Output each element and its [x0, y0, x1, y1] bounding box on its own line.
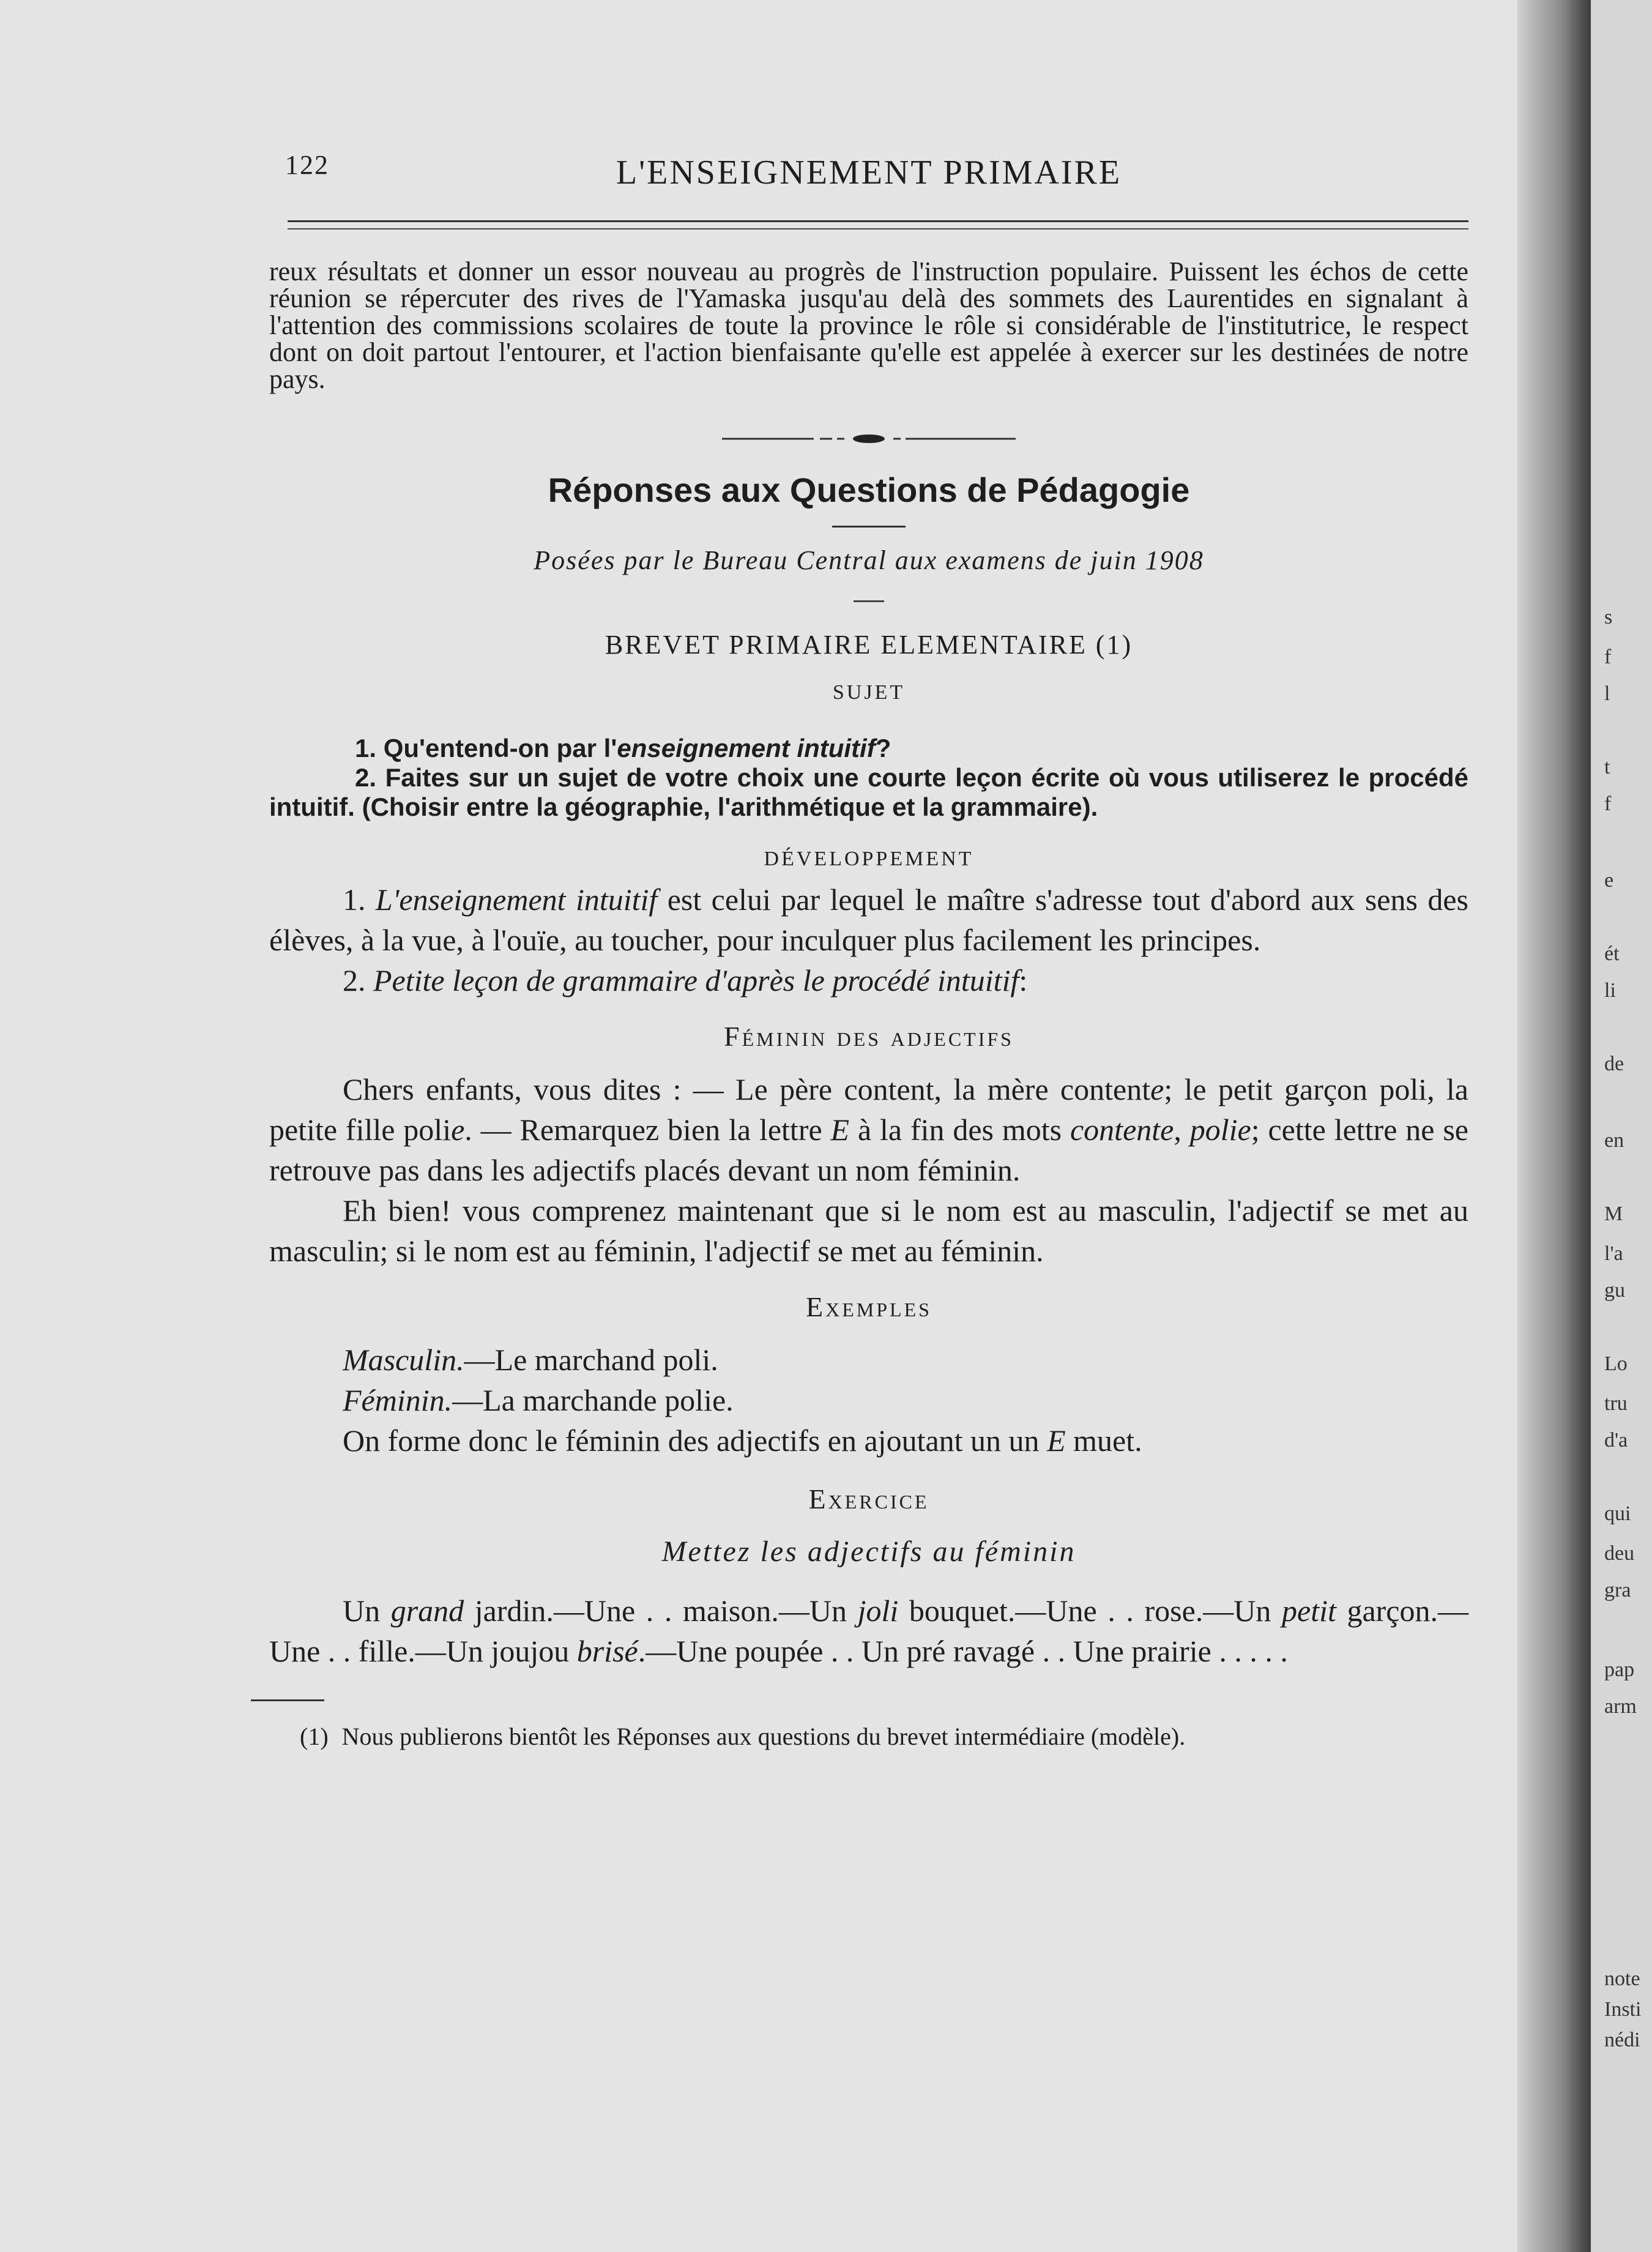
sujet-label: SUJET: [832, 681, 906, 704]
examples-heading: Exemples: [806, 1291, 932, 1322]
example-masculine-text: —Le marchand poli.: [464, 1343, 718, 1377]
adjacent-page-fragment: Lo: [1604, 1352, 1628, 1375]
lesson-body: [269, 879, 1468, 1671]
intro-paragraph: reux résultats et donner un essor nouveau au progrès de l'instruction populaire. Puissent les échos de cette réunion se répercuter des rives de l'Yamaska jusqu'au delà des sommets des Laurentides en signalant à l'attention des commissions scolaires de toute la province le rôle si considérable de l'institutrice, le respect dont on doit partout l'entourer, et l'action bienfaisante qu'elle est appelée à exercer sur les destinées de notre pays.: [269, 256, 1468, 394]
question-1-number: 1.: [355, 734, 377, 762]
question-1-end: ?: [875, 734, 891, 762]
lesson-heading: Féminin des adjectifs: [724, 1021, 1014, 1052]
examples-list: [269, 1340, 1468, 1461]
lesson-text: ; le petit garçon poli, la petite fille poli: [269, 1072, 1468, 1147]
adjacent-page-fragment: t: [1604, 756, 1610, 778]
exercise-heading: Exercice: [808, 1483, 929, 1515]
adjacent-page-fragment: gu: [1604, 1279, 1625, 1302]
adjacent-page-fragment: ét: [1604, 942, 1620, 965]
point-2-emphasis: Petite leçon de grammaire d'après le procédé intuitif: [373, 963, 1019, 997]
exercise-segment: .—Une poupée . . Un pré ravagé . . Une prairie . . . . .: [638, 1634, 1288, 1668]
question-1-text: Qu'entend-on par l': [383, 734, 617, 762]
example-rule-emphasis: E: [1047, 1423, 1066, 1458]
exercise-adjective: brisé: [576, 1634, 638, 1668]
footnote: [269, 1722, 1468, 1751]
lesson-text: ; cette lettre ne se retrouve pas dans les adjectifs placés devant un nom féminin.: [269, 1113, 1468, 1187]
adjacent-page-fragment: d'a: [1604, 1429, 1628, 1452]
development-point-2: [269, 960, 1468, 1001]
exercise-adjective: petit: [1282, 1594, 1336, 1628]
subtitle-rule: [854, 600, 884, 602]
question-2: [269, 763, 1468, 822]
point-2-number: 2.: [343, 963, 366, 997]
adjacent-page-fragment: gra: [1604, 1579, 1631, 1601]
example-feminine-text: —La marchande polie.: [452, 1383, 734, 1417]
page-number: 122: [285, 150, 329, 180]
header-rule: [288, 220, 1468, 229]
exercise-text: [269, 1590, 1468, 1671]
running-title: L'ENSEIGNEMENT PRIMAIRE: [616, 154, 1122, 192]
point-1-emphasis: L'enseignement intuitif: [375, 882, 658, 917]
question-1-emphasis: enseignement intuitif: [617, 734, 876, 762]
adjacent-page-fragment: pap: [1604, 1658, 1635, 1681]
adjacent-page-fragment: M: [1604, 1202, 1623, 1225]
example-rule-text: muet.: [1065, 1423, 1142, 1458]
adjacent-page-fragment: en: [1604, 1129, 1624, 1152]
exercise-adjective: joli: [857, 1594, 899, 1628]
section-subtitle: Posées par le Bureau Central aux examens de juin 1908: [534, 545, 1204, 575]
lesson-emphasis: e: [1150, 1072, 1164, 1106]
exercise-instruction: Mettez les adjectifs au féminin: [661, 1535, 1076, 1568]
example-masculine: [269, 1340, 1468, 1380]
lesson-text: Chers enfants, vous dites : — Le père content, la mère content: [343, 1072, 1151, 1106]
adjacent-page-edge: [1591, 0, 1652, 2252]
footnote-rule: [251, 1699, 324, 1701]
lesson-text: à la fin des mots: [849, 1113, 1070, 1147]
page-content: [269, 135, 1468, 1751]
exercise-segment: jardin.—Une . . maison.—Un: [464, 1594, 858, 1628]
exercise-adjective: grand: [390, 1594, 464, 1628]
lesson-emphasis: contente: [1070, 1113, 1174, 1147]
question-1: [269, 734, 1468, 763]
point-2-end: :: [1019, 963, 1028, 997]
adjacent-page-fragment: nédi: [1604, 2029, 1640, 2051]
adjacent-page-fragment: li: [1604, 979, 1616, 1002]
footnote-number: (1): [300, 1723, 329, 1750]
adjacent-page-fragment: f: [1604, 792, 1612, 815]
point-1-text: est celui par lequel le maître s'adresse tout d'abord aux sens des élèves, à la vue, à l'ouïe, au toucher, pour inculquer plus facilement les principes.: [269, 882, 1468, 957]
lesson-text: ,: [1174, 1113, 1190, 1147]
title-rule: [832, 526, 906, 528]
adjacent-page-fragment: deu: [1604, 1542, 1635, 1565]
section-title: Réponses aux Questions de Pédagogie: [548, 471, 1190, 509]
page-edge-shadow: [1517, 0, 1591, 2252]
lesson-paragraph-2: Eh bien! vous comprenez maintenant que si le nom est au masculin, l'adjectif se met au masculin; si le nom est au féminin, l'adjectif se met au féminin.: [269, 1193, 1468, 1268]
exercise-segment: Un: [343, 1594, 391, 1628]
ornament-divider: [722, 430, 1016, 448]
adjacent-page-fragment: tru: [1604, 1392, 1628, 1415]
exercise-segment: garçon.—Une . . fille.—Un joujou: [269, 1594, 1468, 1668]
footnote-text: Nous publierons bientôt les Réponses aux questions du brevet intermédiaire (modèle).: [341, 1723, 1186, 1750]
page-header: [269, 135, 1468, 202]
lesson-emphasis: e: [451, 1113, 465, 1147]
point-1-number: 1.: [343, 882, 366, 917]
exam-heading: BREVET PRIMAIRE ELEMENTAIRE (1): [605, 630, 1133, 660]
adjacent-page-fragment: l'a: [1604, 1242, 1623, 1265]
adjacent-page-fragment: e: [1604, 869, 1614, 892]
adjacent-page-fragment: f: [1604, 646, 1612, 668]
example-masculine-label: Masculin.: [343, 1343, 464, 1377]
adjacent-page-fragment: de: [1604, 1053, 1624, 1075]
example-feminine-label: Féminin.: [343, 1383, 453, 1417]
adjacent-page-fragment: Insti: [1604, 1998, 1642, 2021]
lesson-emphasis: polie: [1189, 1113, 1251, 1147]
lesson-paragraph-1: [269, 1069, 1468, 1190]
adjacent-page-fragment: s: [1604, 606, 1613, 628]
lesson-text: . — Remarquez bien la lettre: [464, 1113, 831, 1147]
lesson-emphasis: E: [830, 1113, 850, 1147]
example-rule-text: On forme donc le féminin des adjectifs en ajoutant un un: [343, 1423, 1047, 1458]
exercise-segment: bouquet.—Une . . rose.—Un: [898, 1594, 1282, 1628]
development-label: DÉVELOPPEMENT: [764, 848, 974, 870]
adjacent-page-fragment: qui: [1604, 1502, 1631, 1525]
adjacent-page-fragment: l: [1604, 682, 1610, 705]
development-point-1: [269, 879, 1468, 960]
question-2-number: 2.: [355, 763, 377, 792]
questions-block: [269, 734, 1468, 822]
example-rule: [269, 1420, 1468, 1461]
question-2-text: Faites sur un sujet de votre choix une courte leçon écrite où vous utiliserez le procédé intuitif. (Choisir entre la géographie, l'arithmétique et la grammaire).: [269, 763, 1468, 821]
adjacent-page-fragment: arm: [1604, 1695, 1637, 1718]
adjacent-page-fragment: note: [1604, 1967, 1640, 1990]
example-feminine: [269, 1380, 1468, 1420]
